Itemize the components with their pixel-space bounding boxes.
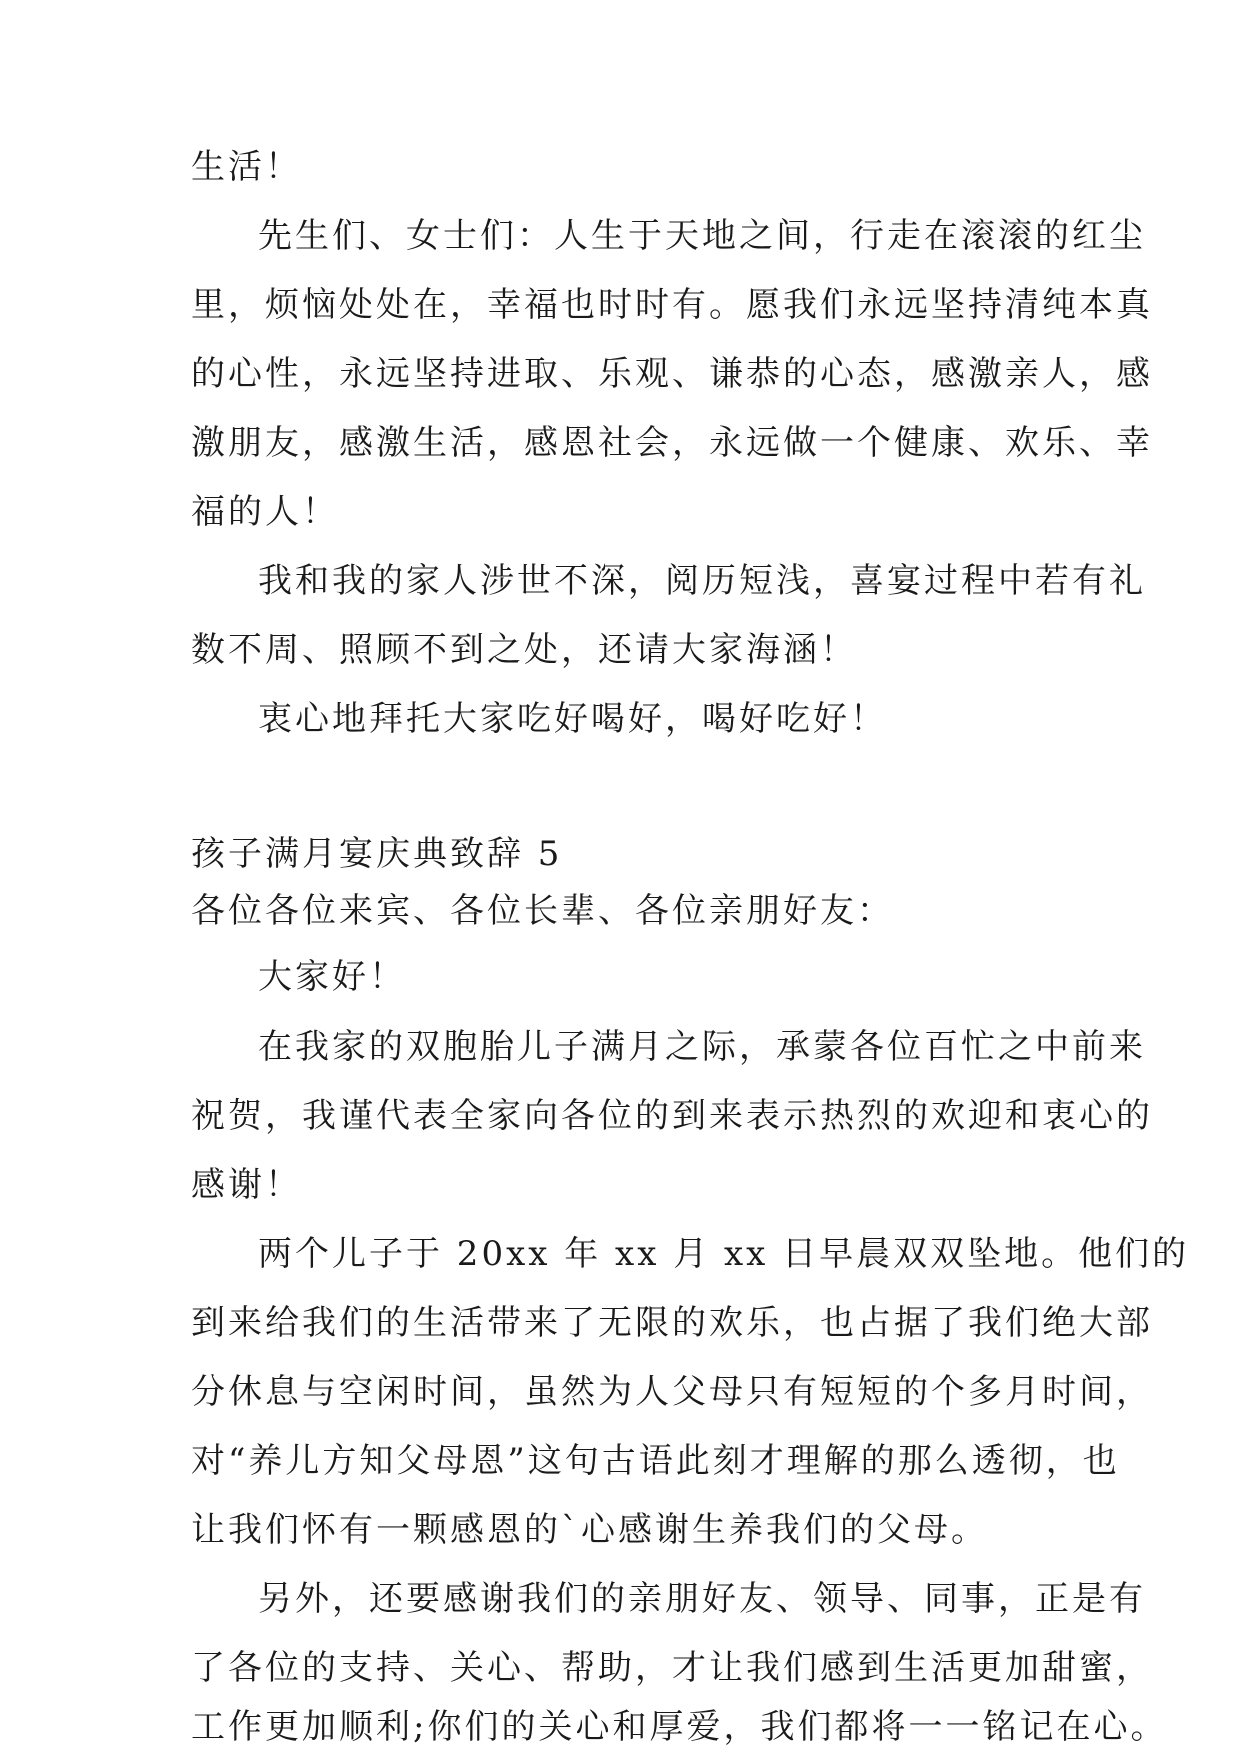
- salutation: 各位各位来宾、各位长辈、各位亲朋好友：: [191, 891, 894, 931]
- greeting: 大家好！: [258, 957, 406, 997]
- text-line: 工作更加顺利;你们的关心和厚爱，我们都将一一铭记在心。: [191, 1707, 1168, 1747]
- text-line: 分休息与空闲时间，虽然为人父母只有短短的个多月时间，: [191, 1372, 1153, 1412]
- text-line: 到来给我们的生活带来了无限的欢乐，也占据了我们绝大部: [191, 1303, 1153, 1343]
- text-line: 在我家的双胞胎儿子满月之际，承蒙各位百忙之中前来: [258, 1027, 1146, 1067]
- text-line: 里，烦恼处处在，幸福也时时有。愿我们永远坚持清纯本真: [191, 285, 1153, 325]
- text-line: 让我们怀有一颗感恩的`心感谢生养我们的父母。: [191, 1510, 988, 1550]
- text-line: 我和我的家人涉世不深，阅历短浅，喜宴过程中若有礼: [258, 561, 1146, 601]
- text-line: 先生们、女士们：人生于天地之间，行走在滚滚的红尘: [258, 216, 1146, 256]
- text-line: 福的人！: [191, 492, 339, 532]
- text-line: 两个儿子于 20xx 年 xx 月 xx 日早晨双双坠地。他们的: [258, 1234, 1190, 1274]
- text-line: 衷心地拜托大家吃好喝好，喝好吃好！: [258, 699, 887, 739]
- text-line: 祝贺，我谨代表全家向各位的到来表示热烈的欢迎和衷心的: [191, 1096, 1153, 1136]
- text-line: 数不周、照顾不到之处，还请大家海涵！: [191, 630, 857, 670]
- text-line: 激朋友，感激生活，感恩社会，永远做一个健康、欢乐、幸: [191, 423, 1153, 463]
- text-line: 生活！: [191, 147, 302, 187]
- text-line: 感谢！: [191, 1165, 302, 1205]
- text-line: 了各位的支持、关心、帮助，才让我们感到生活更加甜蜜，: [191, 1648, 1153, 1688]
- text-line: 另外，还要感谢我们的亲朋好友、领导、同事，正是有: [258, 1579, 1146, 1619]
- text-line: 的心性，永远坚持进取、乐观、谦恭的心态，感激亲人，感: [191, 354, 1153, 394]
- section-heading: 孩子满月宴庆典致辞 5: [191, 834, 563, 874]
- text-line: 对“养儿方知父母恩”这句古语此刻才理解的那么透彻，也: [191, 1441, 1120, 1481]
